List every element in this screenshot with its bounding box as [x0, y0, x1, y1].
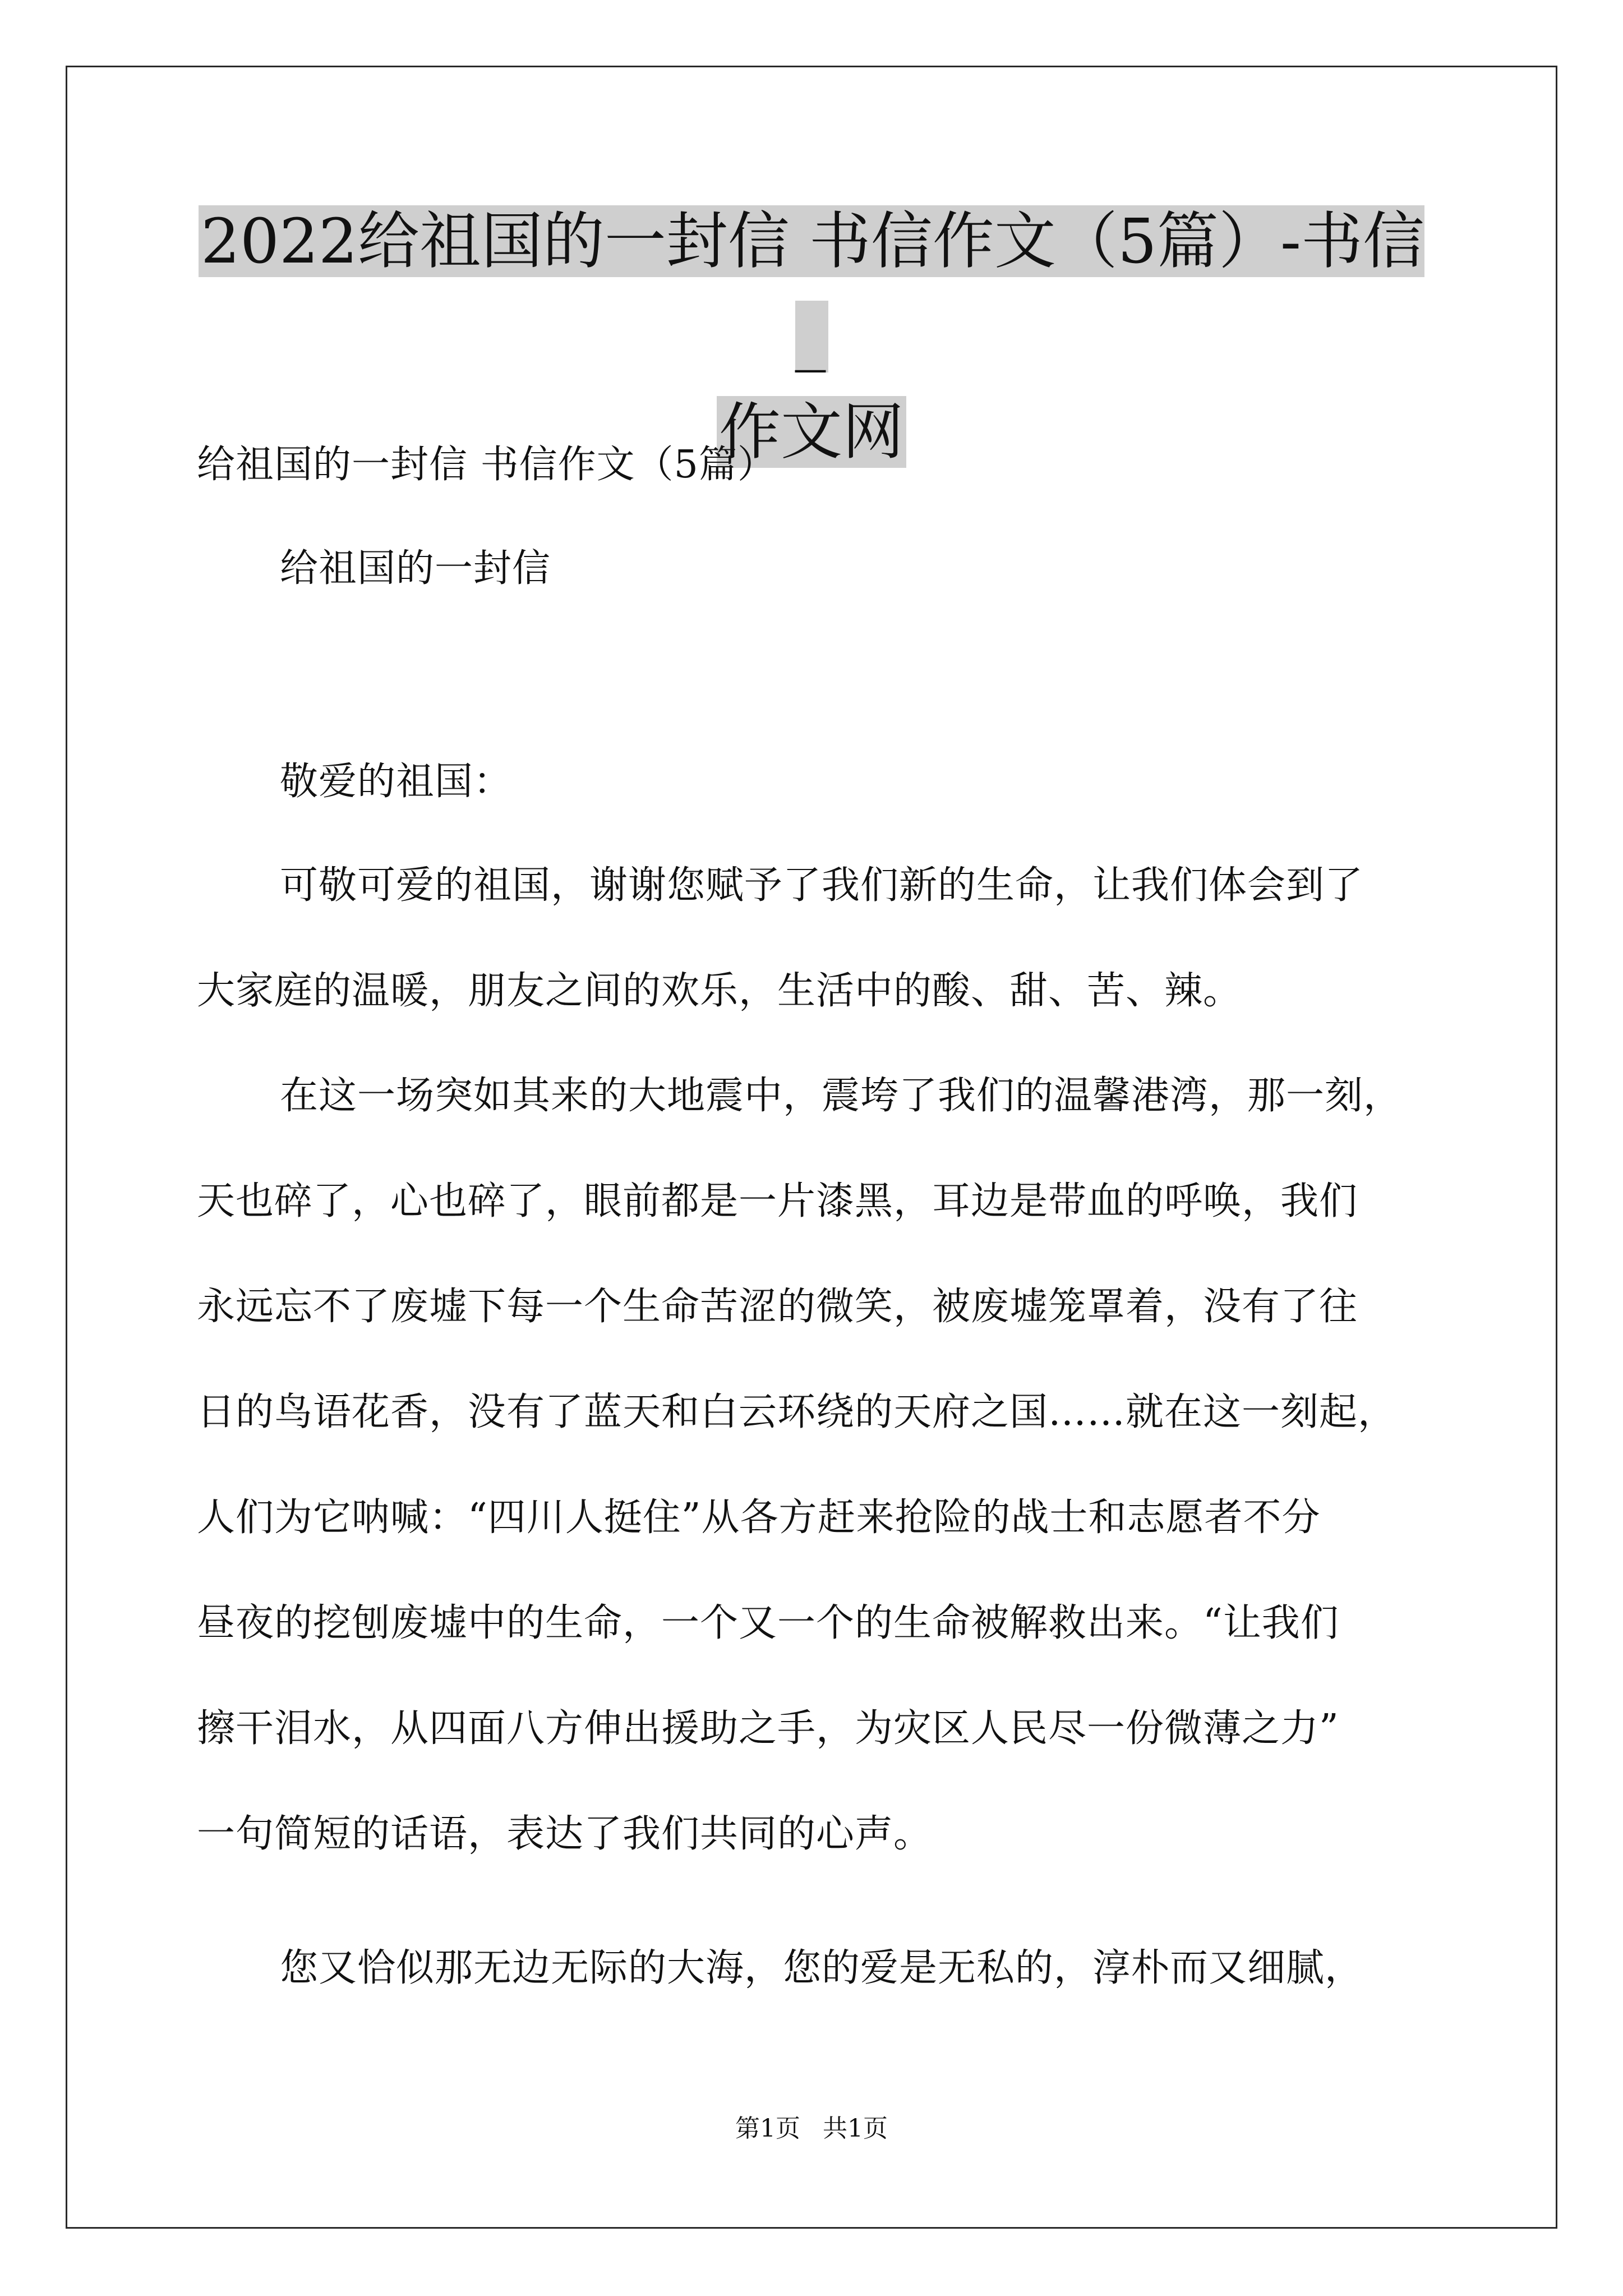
- letter-heading: 给祖国的一封信: [280, 546, 551, 591]
- page-number: 第1页: [735, 2114, 800, 2143]
- paragraph-line: 一句简短的话语，表达了我们共同的心声。: [197, 1812, 933, 1856]
- document-subtitle: 给祖国的一封信 书信作文（5篇）: [197, 443, 776, 487]
- letter-salutation: 敬爱的祖国：: [280, 760, 513, 804]
- paragraph-line: 擦干泪水，从四面八方伸出援助之手，为灾区人民尽一份微薄之力”: [197, 1706, 1339, 1751]
- paragraph-line: 您又恰似那无边无际的大海，您的爱是无私的，淳朴而又细腻，: [280, 1946, 1364, 1990]
- title-line-2: 作文网: [717, 396, 906, 468]
- page-total: 共1页: [823, 2114, 888, 2143]
- paragraph-line: 人们为它呐喊：“四川人挺住”从各方赶来抢险的战士和志愿者不分: [197, 1496, 1321, 1540]
- paragraph-line: 在这一场突如其来的大地震中，震垮了我们的温馨港湾，那一刻，: [280, 1074, 1403, 1118]
- paragraph-line: 可敬可爱的祖国，谢谢您赋予了我们新的生命，让我们体会到了: [280, 863, 1364, 908]
- paragraph-line: 永远忘不了废墟下每一个生命苦涩的微笑，被废墟笼罩着，没有了往: [197, 1285, 1358, 1329]
- page-footer: [66, 2112, 1557, 2146]
- paragraph-line: 大家庭的温暖，朋友之间的欢乐，生活中的酸、甜、苦、辣。: [197, 969, 1242, 1013]
- paragraph-3: [197, 1916, 1426, 2021]
- paragraph-line: 日的鸟语花香，没有了蓝天和白云环绕的天府之国……就在这一刻起，: [197, 1390, 1397, 1434]
- title-line-1: 2022给祖国的一封信 书信作文（5篇）-书信_: [199, 205, 1424, 372]
- paragraph-line: 天也碎了，心也碎了，眼前都是一片漆黑，耳边是带血的呼唤，我们: [197, 1179, 1358, 1223]
- paragraph-line: 昼夜的挖刨废墟中的生命，一个又一个的生命被解救出来。“让我们: [197, 1601, 1339, 1645]
- paragraph-2: [197, 1043, 1426, 1887]
- paragraph-1: [197, 833, 1426, 1044]
